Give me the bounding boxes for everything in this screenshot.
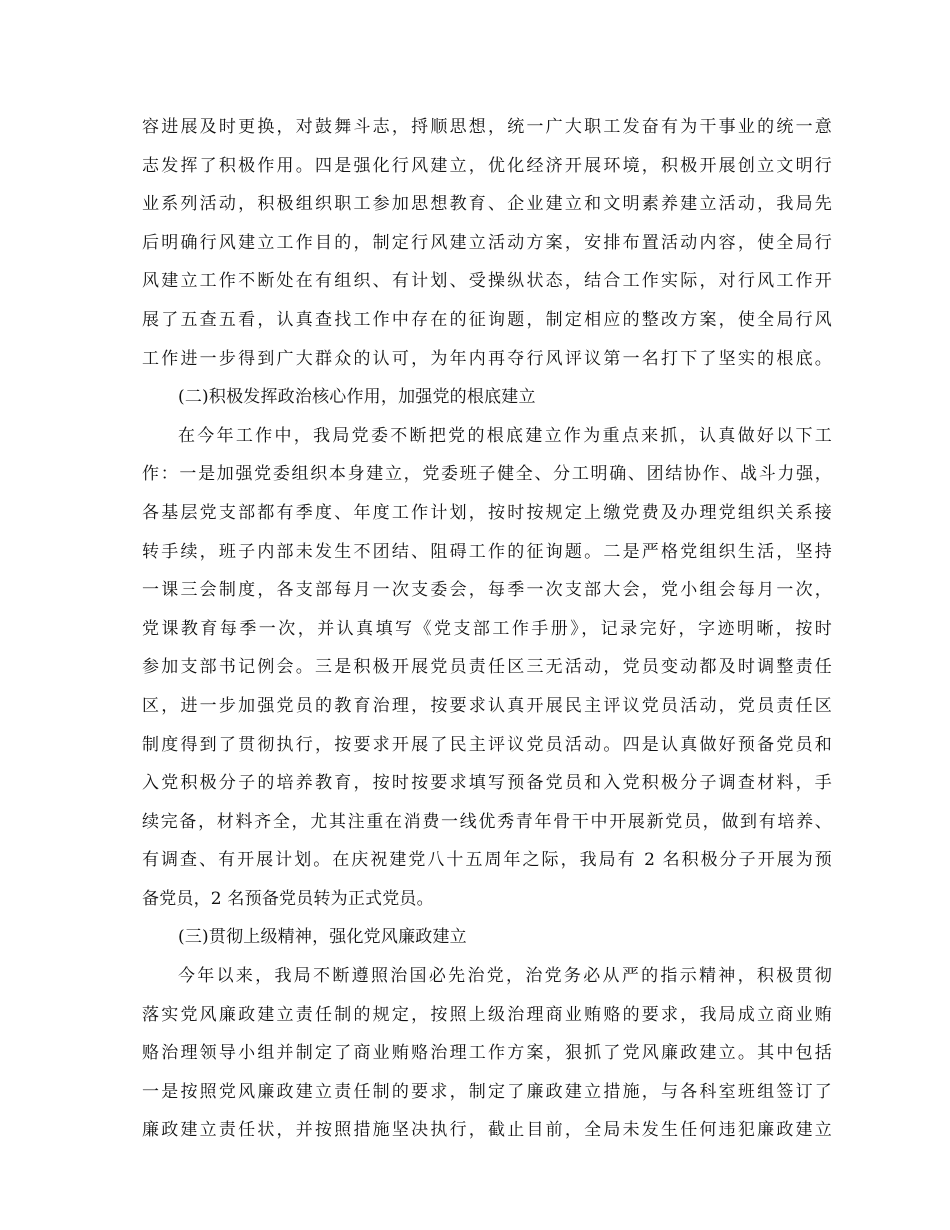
text-line: 区，进一步加强党员的教育治理，按要求认真开展民主评议党员活动，党员责任区 [142,695,832,716]
text-line: 展了五查五看，认真查找工作中存在的征询题，制定相应的整改方案，使全局行风 [142,309,832,330]
text-line: 备党员，2 名预备党员转为正式党员。 [142,888,434,909]
text-line: 有调查、有开展计划。在庆祝建党八十五周年之际，我局有 2 名积极分子开展为预 [142,850,832,871]
text-line: 党课教育每季一次，并认真填写《党支部工作手册》，记录完好，字迹明晰，按时 [142,618,832,639]
text-line: 风建立工作不断处在有组织、有计划、受操纵状态，结合工作实际，对行风工作开 [142,271,832,292]
paragraph [142,417,832,919]
text-line: 落实党风廉政建立责任制的规定，按照上级治理商业贿赂的要求，我局成立商业贿 [142,1004,832,1025]
text-line: 续完备，材料齐全，尤其注重在消费一线优秀青年骨干中开展新党员，做到有培养、 [142,811,832,832]
text-line: 后明确行风建立工作目的，制定行风建立活动方案，安排布置活动内容，使全局行 [142,232,832,253]
text-line: 一是按照党风廉政建立责任制的要求，制定了廉政建立措施，与各科室班组签订了 [142,1081,832,1102]
section-heading [142,378,832,417]
text-line: 入党积极分子的培养教育，按时按要求填写预备党员和入党积极分子调查材料，手 [142,773,832,794]
text-line: 今年以来，我局不断遵照治国必先治党，治党务必从严的指示精神，积极贯彻 [178,966,832,987]
text-line: 工作进一步得到广大群众的认可，为年内再夺行风评议第一名打下了坚实的根底。 [142,348,832,369]
text-line: 制度得到了贯彻执行，按要求开展了民主评议党员活动。四是认真做好预备党员和 [142,734,832,755]
text-line: 容进展及时更换，对鼓舞斗志，捋顺思想，统一广大职工发奋有为干事业的统一意 [142,117,832,137]
paragraph [142,957,832,1150]
paragraph [142,108,832,378]
text-line: 转手续，班子内部未发生不团结、阻碍工作的征询题。二是严格党组织生活，坚持 [142,541,832,562]
section-heading [142,918,832,957]
text-line: 廉政建立责任状，并按照措施坚决执行，截止目前，全局未发生任何违犯廉政建立 [142,1120,832,1141]
text-line: 志发挥了积极作用。四是强化行风建立，优化经济开展环境，积极开展创立文明行 [142,155,832,176]
text-line: 各基层党支部都有季度、年度工作计划，按时按规定上缴党费及办理党组织关系接 [142,502,832,523]
text-line: 在今年工作中，我局党委不断把党的根底建立作为重点来抓，认真做好以下工 [178,425,832,446]
text-line: 赂治理领导小组并制定了商业贿赂治理工作方案，狠抓了党风廉政建立。其中包括 [142,1043,832,1064]
text-line: 参加支部书记例会。三是积极开展党员责任区三无活动，党员变动都及时调整责任 [142,657,832,678]
text-line: 一课三会制度，各支部每月一次支委会，每季一次支部大会，党小组会每月一次， [142,580,832,601]
section-heading-text: (二)积极发挥政治核心作用，加强党的根底建立 [178,387,536,408]
section-heading-text: (三)贯彻上级精神，强化党风廉政建立 [178,927,467,948]
text-line: 作：一是加强党委组织本身建立，党委班子健全、分工明确、团结协作、战斗力强， [142,464,832,485]
document-body [142,108,832,1150]
text-line: 业系列活动，积极组织职工参加思想教育、企业建立和文明素养建立活动，我局先 [142,194,832,215]
